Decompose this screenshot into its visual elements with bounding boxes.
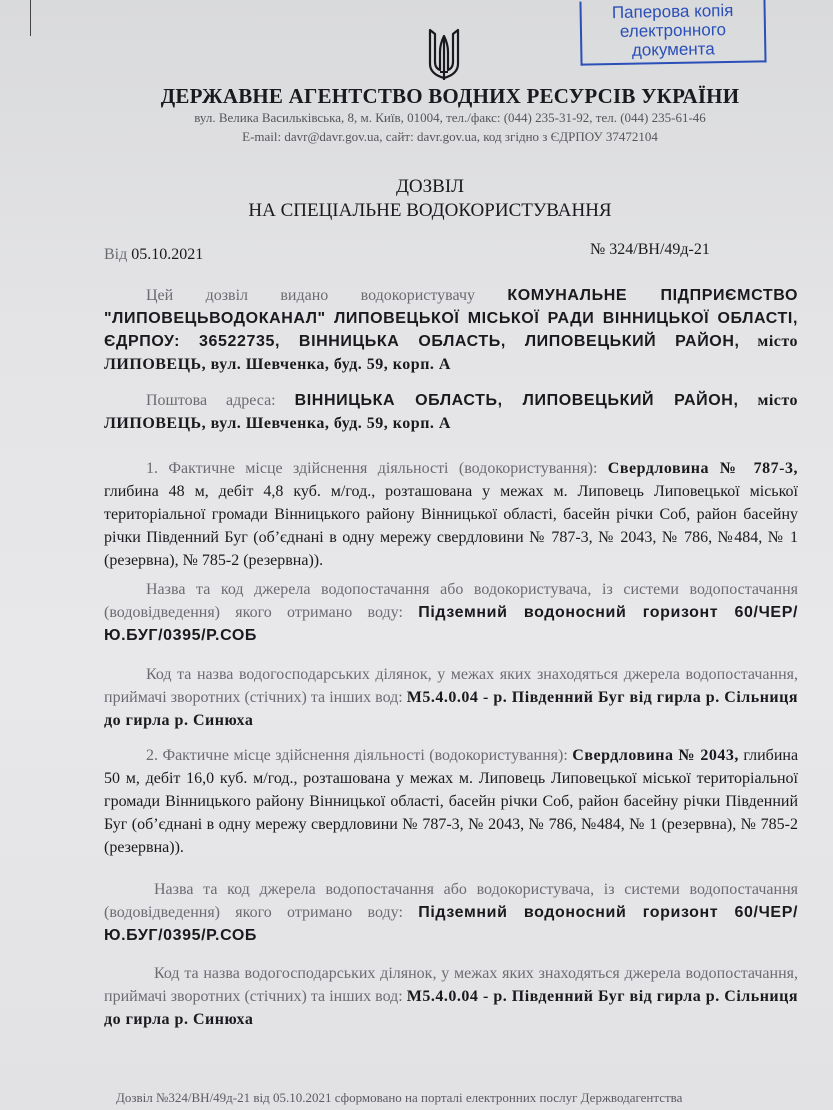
postal-address: місто ЛИПОВЕЦЬ, вул. Шевченка, буд. 59, корп. А <box>104 392 799 432</box>
site-1-source <box>104 578 798 647</box>
area-value: M5.4.0.04 - р. Південний Буг від гирла р. Сільниця до гирла р. Синюха <box>104 689 799 729</box>
stamp-line-1: Паперова копія <box>611 0 734 23</box>
site-2-source <box>104 878 798 947</box>
source-label: Назва та код джерела водопостачання або водокористувача, із системи водопостачання (водовідведення) якого отримано воду: <box>104 881 798 921</box>
address-line-1: вул. Велика Васильківська, 8, м. Київ, 01004, тел./факс: (044) 235-31-92, тел. (044) 235-61-46 <box>194 110 706 125</box>
title-line-1: ДОЗВІЛ <box>395 176 465 197</box>
source-value: Підземний водоносний горизонт 60/ЧЕР/Ю.БУГ/0395/Р.СОБ <box>104 604 799 644</box>
title-line-2: НА СПЕЦІАЛЬНЕ ВОДОКОРИСТУВАННЯ <box>248 200 612 221</box>
site-name: Свердловина № 2043, <box>572 747 739 764</box>
site-name: Свердловина № 787-3, <box>607 460 798 477</box>
area-label: Код та назва водогосподарських ділянок, у межах яких знаходяться джерела водопостачання, приймачі зворотних (стічних) та інших вод: <box>104 965 798 1005</box>
site-1-location <box>104 457 798 572</box>
site-label: 1. Фактичне місце здійснення діяльності (водокористування): <box>146 460 598 477</box>
site-details: глибина 48 м, дебіт 4,8 куб. м/год., розташована у межах м. Липовець Липовецької міської територіальної громади Вінницького району Вінницької області, басейн річки Соб, район басейну річки Південний Буг (об’єднані в одну мережу свердловини № 787-3, № 2043, № 786, №484, № 1 (резервна), № 785-2 (резервна)). <box>104 483 798 569</box>
document-title <box>100 175 760 223</box>
area-value: M5.4.0.04 - р. Південний Буг від гирла р. Сільниця до гирла р. Синюха <box>104 988 799 1028</box>
date-prefix: Від <box>104 246 128 263</box>
permit-number: № 324/ВН/49д-21 <box>590 241 710 258</box>
page-crease <box>30 0 31 36</box>
issued-name: КОМУНАЛЬНЕ ПІДПРИЄМСТВО "ЛИПОВЕЦЬВОДОКАНАЛ" ЛИПОВЕЦЬКОЇ МІСЬКОЇ РАДИ ВІННИЦЬКОЇ ОБЛАСТІ, ЄДРПОУ: 36522735, ВІННИЦЬКА ОБЛАСТЬ, ЛИПОВЕЦЬКИЙ РАЙОН, <box>104 287 798 350</box>
area-label: Код та назва водогосподарських ділянок, у межах яких знаходяться джерела водопостачання, приймачі зворотних (стічних) та інших вод: <box>104 666 798 706</box>
issue-date <box>104 246 203 264</box>
issued-prefix: Цей дозвіл видано водокористувачу <box>146 287 476 304</box>
source-value: Підземний водоносний горизонт 60/ЧЕР/Ю.БУГ/0395/Р.СОБ <box>104 904 799 944</box>
agency-address <box>120 108 780 146</box>
postal-region: ВІННИЦЬКА ОБЛАСТЬ, ЛИПОВЕЦЬКИЙ РАЙОН, <box>294 392 739 409</box>
site-2-location <box>104 744 798 859</box>
stamp-line-2: електронного <box>619 20 727 41</box>
postal-paragraph <box>104 389 798 435</box>
site-label: 2. Фактичне місце здійснення діяльності (водокористування): <box>146 747 568 764</box>
date-value: 05.10.2021 <box>131 246 204 263</box>
postal-prefix: Поштова адреса: <box>146 392 276 409</box>
source-label: Назва та код джерела водопостачання або водокористувача, із системи водопостачання (водовідведення) якого отримано воду: <box>104 581 798 621</box>
site-1-area <box>104 663 798 732</box>
agency-name: ДЕРЖАВНЕ АГЕНТСТВО ВОДНИХ РЕСУРСІВ УКРАЇНИ <box>160 84 740 108</box>
copy-stamp <box>579 0 766 66</box>
site-details: глибина 50 м, дебіт 16,0 куб. м/год., розташована у межах м. Липовець Липовецької міської територіальної громади Вінницького району Вінницької області, басейн річки Соб, район басейну річки Південний Буг (об’єднані в одну мережу свердловини № 787-3, № 2043, № 786, №484, № 1 (резервна), № 785-2 (резервна)). <box>104 747 799 856</box>
site-2-area <box>104 962 798 1031</box>
issued-to-paragraph <box>104 284 798 376</box>
trident-emblem-icon <box>424 26 464 82</box>
issued-address: місто ЛИПОВЕЦЬ, вул. Шевченка, буд. 59, корп. А <box>104 333 799 373</box>
address-line-2: E-mail: davr@davr.gov.ua, сайт: davr.gov.ua, код згідно з ЄДРПОУ 37472104 <box>242 129 658 144</box>
stamp-line-3: документа <box>631 39 715 60</box>
footer-note: Дозвіл №324/ВН/49д-21 від 05.10.2021 сформовано на порталі електронних послуг Держводагентства <box>116 1090 683 1105</box>
